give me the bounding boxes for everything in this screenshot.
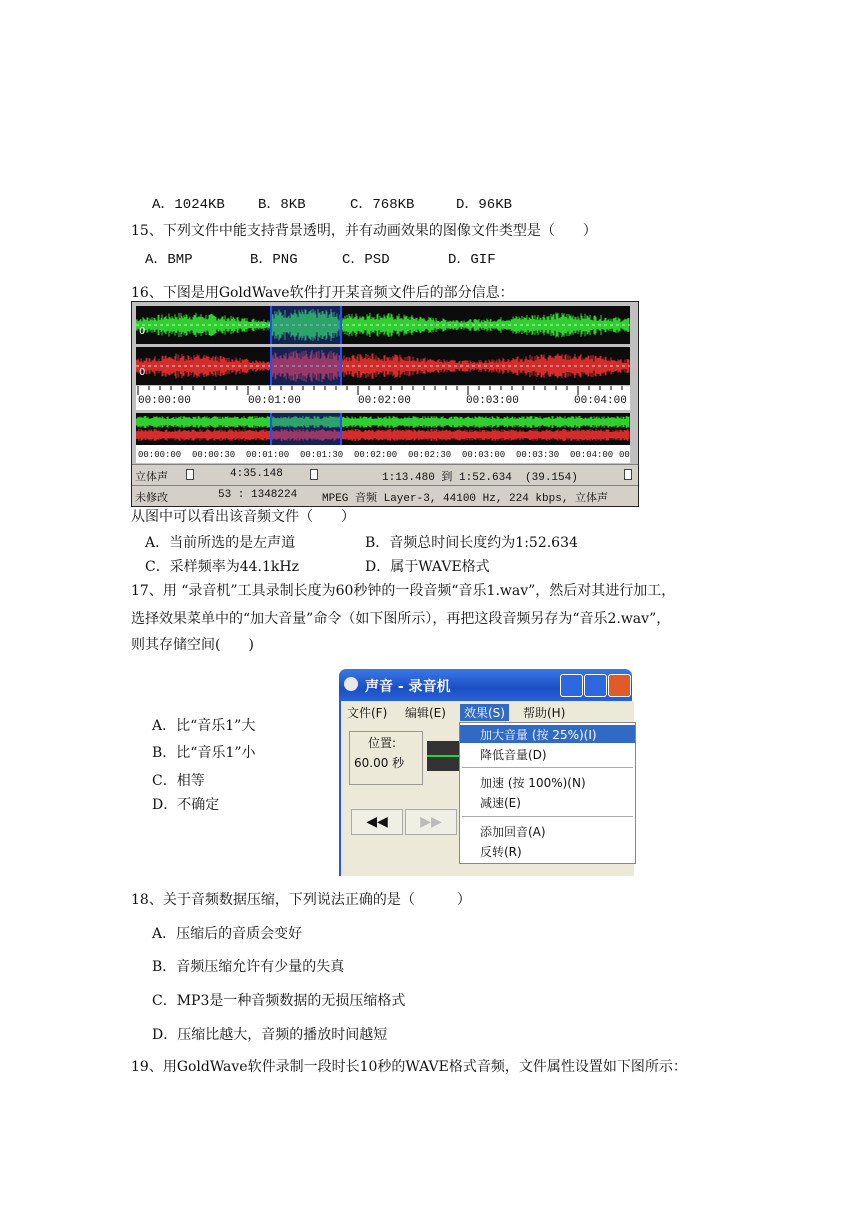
menu-item-decrease-volume[interactable]: 降低音量(D) (480, 748, 547, 762)
ruler-label-4: 00:04:00 (574, 395, 627, 407)
ov-label-6: 00:03:00 (462, 450, 506, 460)
menu-help[interactable]: 帮助(H) (523, 706, 566, 720)
q17-option-c: C．相等 (152, 773, 205, 789)
overview-track (136, 413, 630, 445)
q15-option-d: D．GIF (448, 252, 496, 268)
menu-effects[interactable]: 效果(S) (460, 704, 509, 721)
q14-option-c: C．768KB (350, 197, 415, 213)
menu-file[interactable]: 文件(F) (347, 706, 388, 720)
right-zero-label: 0 (139, 367, 146, 378)
status-samples: 53 : 1348224 (218, 489, 298, 501)
recorder-titlebar (339, 669, 632, 701)
q14-option-d: D．96KB (456, 197, 513, 213)
status-format: MPEG 音频 Layer-3, 44100 Hz, 224 kbps, 立体声 (322, 493, 609, 505)
q17-stem-line-2: 选择效果菜单中的“加大音量”命令（如下图所示），再把这段音频另存为“音乐2.wav”， (131, 611, 671, 627)
q17-stem-line-3: 则其存储空间( ) (131, 637, 254, 653)
overview-waveform (136, 413, 630, 445)
right-channel-waveform (136, 347, 630, 385)
ov-label-7: 00:03:30 (516, 450, 560, 460)
left-channel-track (136, 306, 630, 344)
ruler-label-0: 00:00:00 (138, 395, 191, 407)
status-length: 4:35.148 (230, 468, 283, 480)
q17-stem-line-1: 17、用 “录音机”工具录制长度为60秒钟的一段音频“音乐1.wav”，然后对其进行加工， (131, 583, 676, 599)
menu-item-add-echo[interactable]: 添加回音(A) (480, 825, 546, 839)
status-bar-1 (132, 464, 638, 485)
ruler-label-2: 00:02:00 (358, 395, 411, 407)
ov-label-3: 00:01:30 (300, 450, 344, 460)
ov-label-0: 00:00:00 (138, 450, 182, 460)
recorder-menubar (341, 701, 632, 722)
menu-separator (462, 816, 633, 817)
ov-label-2: 00:01:00 (246, 450, 290, 460)
waveform-scope (427, 741, 461, 771)
q14-option-a: A．1024KB (152, 197, 225, 213)
q16-option-a: A．当前所选的是左声道 (145, 535, 296, 551)
selection-overview (270, 413, 342, 445)
left-zero-label: 0 (139, 326, 146, 337)
close-button[interactable] (608, 674, 631, 697)
menu-item-slow-down[interactable]: 减速(E) (480, 796, 521, 810)
q18-option-b: B．音频压缩允许有少量的失真 (152, 959, 345, 975)
recorder-window (339, 669, 632, 876)
speaker-icon (344, 677, 358, 691)
q16-option-c: C．采样频率为44.1kHz (145, 559, 299, 575)
minimize-button[interactable] (560, 674, 583, 697)
position-label: 位置: (368, 736, 397, 750)
status-channel: 立体声 (135, 470, 168, 483)
position-box (349, 731, 423, 785)
recorder-title: 声音 - 录音机 (365, 679, 451, 695)
left-channel-waveform (136, 306, 630, 344)
maximize-button[interactable] (584, 674, 607, 697)
selection-left (270, 306, 342, 344)
right-channel-track (136, 347, 630, 385)
q14-option-b: B．8KB (258, 197, 306, 213)
recorder-body (339, 701, 634, 876)
ov-label-5: 00:02:30 (408, 450, 452, 460)
q17-option-b: B．比“音乐1”小 (152, 745, 256, 761)
q16-followup: 从图中可以看出该音频文件（ ） (131, 509, 355, 525)
ov-label-4: 00:02:00 (354, 450, 398, 460)
menu-edit[interactable]: 编辑(E) (405, 706, 446, 720)
selection-right (270, 347, 342, 385)
q15-stem: 15、下列文件中能支持背景透明，并有动画效果的图像文件类型是（ ） (131, 223, 597, 239)
forward-button[interactable]: ▶▶ (405, 809, 457, 835)
menu-item-speed-up[interactable]: 加速 (按 100%)(N) (480, 776, 586, 790)
q18-option-d: D．压缩比越大，音频的播放时间越短 (152, 1027, 388, 1043)
q15-option-b: B．PNG (250, 252, 298, 268)
status-selection: 1:13.480 到 1:52.634 (39.154) (382, 472, 578, 484)
ov-label-8: 00:04:00 (570, 450, 614, 460)
selection-icon (624, 469, 632, 480)
menu-separator (462, 767, 633, 768)
ov-label-9: 00 (619, 450, 630, 460)
menu-item-increase-volume[interactable]: 加大音量 (按 25%)(I) (460, 725, 635, 743)
status-state: 未修改 (135, 491, 168, 504)
effects-dropdown (459, 722, 636, 864)
time-ruler (136, 386, 630, 410)
q17-option-d: D．不确定 (152, 797, 220, 813)
q18-stem: 18、关于音频数据压缩，下列说法正确的是（ ） (131, 892, 471, 908)
channel-icon (186, 469, 194, 480)
ruler-label-3: 00:03:00 (466, 395, 519, 407)
q15-option-a: A．BMP (145, 252, 193, 268)
rewind-button[interactable]: ◀◀ (351, 809, 403, 835)
status-bar-2 (132, 485, 638, 506)
goldwave-screenshot (131, 301, 639, 507)
position-value: 60.00 秒 (354, 756, 405, 770)
ruler-label-1: 00:01:00 (248, 395, 301, 407)
q18-option-c: C．MP3是一种音频数据的无损压缩格式 (152, 993, 406, 1009)
q16-option-d: D．属于WAVE格式 (365, 559, 490, 575)
length-icon (310, 469, 318, 480)
menu-item-reverse[interactable]: 反转(R) (480, 845, 522, 859)
q16-option-b: B．音频总时间长度约为1:52.634 (365, 535, 578, 551)
q16-stem-text: 16、下图是用GoldWave软件打开某音频文件后的部分信息： (131, 285, 514, 301)
q19-stem: 19、用GoldWave软件录制一段时长10秒的WAVE格式音频，文件属性设置如下图所示： (131, 1059, 687, 1075)
q15-option-c: C．PSD (342, 252, 390, 268)
ov-label-1: 00:00:30 (192, 450, 236, 460)
q18-option-a: A．压缩后的音质会变好 (152, 926, 303, 942)
q17-option-a: A．比“音乐1”大 (152, 718, 256, 734)
overview-ruler (136, 445, 630, 463)
